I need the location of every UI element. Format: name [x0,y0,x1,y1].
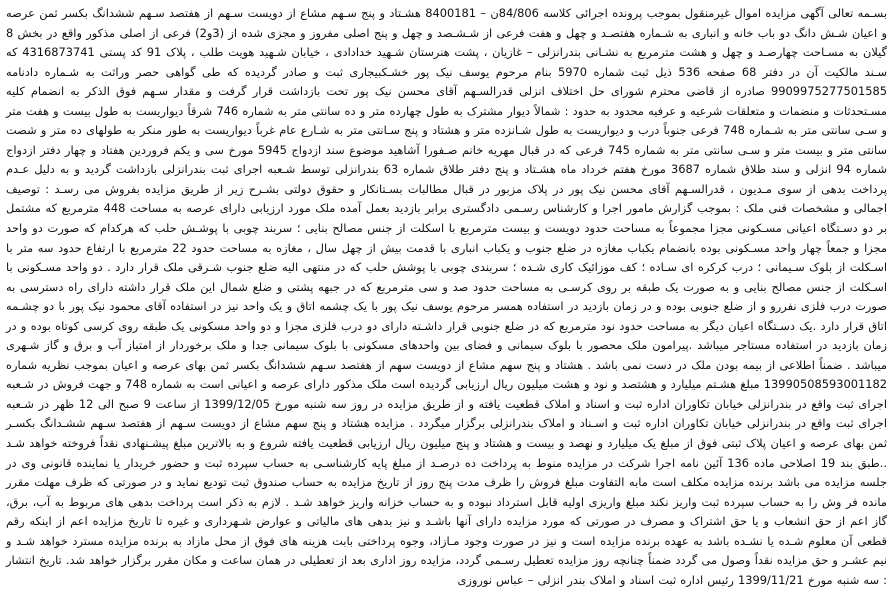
auction-notice-text: بسـمه تعالی آگهی مزایده اموال غیرمنقول بموجب پرونده اجرائی کلاسه 84/806ن – 8400181 هشـتاد و پنج سـهم مشاع از دویست سـهم از هفتصد سـهم ششدانگ بکسر ثمن عرصه و اعیان شـش دانگ دو باب خانه و انباری به شـماره هفتصـد و چهل و هفت فرعی از شـشـصد و چهل و پنج اصلی مفروز و مجزی شده از (3و2) فرعی از اصلی مذکور واقع در بخش 8 گیلان به مسـاحت چهارصـد و چهل و هشت مترمربع به نشـانی بندرانزلی – غازیان ، پشت هنرستان شـهید خدادادی ، خیابان شـهید هویت طلب ، پلاک 91 کد پستی 4316873741 که سـند مالکیت آن در دفتر 68 صفحه 536 ذیل ثبت شماره 5970 بنام مرحوم یوسف نیک پور خشـکبیجاری ثبت و صادر گردیده که طی گواهی حصر وراثت به شـماره دادنامه 9909975277501585 صادره از قاضی محترم شورای حل اختلاف انزلی قدرالسـهم آقای محسن نیک پور تحت بازداشت قرار گرفت و مقدار سـهم فوق الذکر به انضمام کلیه مسـتحدثات و منضمات و متعلقات شرعیه و عرفیه محدود به حدود : شمالاً دیوار مشترک به طول چهارده متر و ده سانتی متر به شماره 746 شرقاً دیواریست به طول بیست و هفت متر و سـی سانتی متر به شـماره 748 فرعی جنوباً درب و دیواریست به طول شـانزده متر و هشتاد و پنج سـانتی متر به شـارع عام غرباً دیواریست به طور منکر به طولهای ده متر و شصت سانتی متر و بیست متر و سـی سانتی متر به شماره 745 فرعی که در قبال مهریه خانم صـفورا آشاهید موضوع سند ازدواج 5945 مورخ سی و یکم فروردین هفتاد و چهار دفتر ازدواج شماره 94 انزلی و سند طلاق شماره 3687 مورخ هفتم خرداد ماه هشـتاد و پنج دفتر طلاق شماره 63 بندرانزلی توسط شـعبه اجرای ثبت بندرانزلی بازداشت گردید و به دلیل عـدم پرداخت بدهی از سوی مـدیون ، قدرالسـهم آقای محسن نیک پور در پلاک مزبور در قبال مطالبات بسـتانکار و حقوق دولتی بشـرح زیر از طریق مزایده بفروش می رسـد : توصیف اجمالی و مشخصات فنی ملک : بموجب گزارش مامور اجرا و کارشناس رسـمی دادگستری برابر بازدید بعمل آمده ملک مورد ارزیابی دارای عرصه به مساحت 448 مترمربع که مشتمل بر دو دسـتگاه اعیانی مسـکونی مجزا مجموعاً به مساحت حدود دویست و بیست مترمربع با اسکلت از جنس مصالح بنایی ؛ سربند چوبی با پوشـش حلب که هرکدام که صورت دو واحد مجزا و جمعاً چهار واحد مسـکونی بوده بانضمام یکباب مغازه در ضلع جنوب و یکباب انباری با قدمت بیش از چهل سال ، مغازه به مساحت حدود 22 مترمربع با ارتفاع حدود سه متر با اسـکلت از بلوک سـیمانی ؛ درب کرکره ای سـاده ؛ کف موزائیک کاری شـده ؛ سربندی چوبی با پوشش حلب که در منتهی الیه ضلع جنوب شـرقی ملک قرار دارد . دو واحد مسـکونی با اسـکلت از جنس مصالح بنایی و به صورت یک طبقه بر روی کرسـی به مساحت حدود صد و سی مترمربع که در جبهه پشتی و ضلع شمال این ملک قرار داشته دارای راه دسترسی به صورت درب فلزی نفررو و از ضلع جنوبی بوده و در زمان بازدید در استفاده همسر مرحوم یوسف نیک پور با یک چشمه اتاق و یک واحد نیز در استفاده آقای محمود نیک پور با دو چشـمه اتاق قرار دارد .یک دسـتگاه اعیان دیگر به مساحت حدود نود مترمربع که در ضلع جنوبی قرار داشـته دارای دو درب فلزی مجزا و دو واحد مسکونی یک طبقه روی کرسی کوتاه بوده و در زمان بازدید در استفاده مستاجر میباشد .پیرامون ملک محصور با بلوک سیمانی و فضای بین واحدهای مسکونی با بلوک سیمانی جدا و ملک برخوردار از امتیاز آب و برق و گاز شـهری میباشد . ضمناً اطلاعی از بیمه بودن ملک در دست نمی باشد . هشتاد و پنج سهم مشاع از دویست سهم از هفتصد سـهم ششدانگ بکسر ثمن بهای عرصه و اعیان بموجب نظریه شماره 13990508593001182 مبلغ هشـتم میلیارد و هشتصد و نود و هشت میلیون ریال ارزیابی گردیده است ملک مذکور دارای عرصه و اعیانی است به شماره 748 و جهت فروش در شـعبه اجرای ثبت واقع در بندرانزلی خیابان تکاوران اداره ثبت و اسناد و املاک قطعیت یافته و از طریق مزایده در روز سه شنبه مورخ 1399/12/05 از ساعت 9 صبح الی 12 ظهر در شـعبه اجرای ثبت واقع در بندرانزلی خیابان تکاوران اداره ثبت و اسـناد و املاک بندرانزلی برگزار میگردد . مزایده هشتاد و پنج سهم مشاع از دویست سـهم از هفتصد سـهم ششـدانگ بکسـر ثمن بهای عرصه و اعیان پلاک ثبتی فوق از مبلغ یک میلیارد و نهصد و بیست و هشتاد و پنج میلیون ریال ارزیابی قطعیت یافته شروع و به بالاترین مبلغ پیشـنهادی نقداً فروخته خواهد شـد ..طبق بند 19 اصلاحی ماده 136 آئین نامه اجرا شرکت در مزایده منوط به پرداخت ده درصـد از مبلغ پایه کارشناسـی به حساب سپرده ثبت و حضور خریدار یا نماینده قانونی وی در جلسه مزایده می باشد برنده مزایده مکلف است مابه التفاوت مبلغ فروش را ظرف مدت پنج روز از تاریخ مزایده به حساب صندوق ثبت تودیع نماید و در صورتی که ظرف مهلت مقرر مانده فر وش را به حساب سپرده ثبت واریز نکند مبلغ واریزی اولیه قابل استرداد نبوده و به حساب خزانه واریز خواهد شـد . لازم به ذکر است پرداخت بدهی های مربوط به آب، برق، گاز اعم از حق انشعاب و یا حق اشتراک و مصرف در صورتی که مورد مزایده دارای آنها باشـد و نیز بدهی های مالیاتی و عوارض شـهرداری و غیره تا تاریخ مزایده اعم از اینکه رقم قطعی آن معلوم شـده یا نشـده باشد به عهده برنده مزایده است و نیز در صورت وجود مـازاد، وجوه پرداختی بابت هزینه های فوق از محل مازاد به برنده مزایده مسترد خواهد شـد و نیم عشـر و حق مزایده نقداً وصول می گردد ضمناً چنانچه روز مزایده تعطیل رسـمی گردد، مزایده روز اداری بعد از تعطیلی در همان ساعت و مکان مقرر برگزار خواهد شد. تاریخ انتشار : سه شنبه مورخ 1399/11/21 رئیس اداره ثبت اسناد و املاک بندر انزلی – عباس نوروزی [6,6,888,587]
